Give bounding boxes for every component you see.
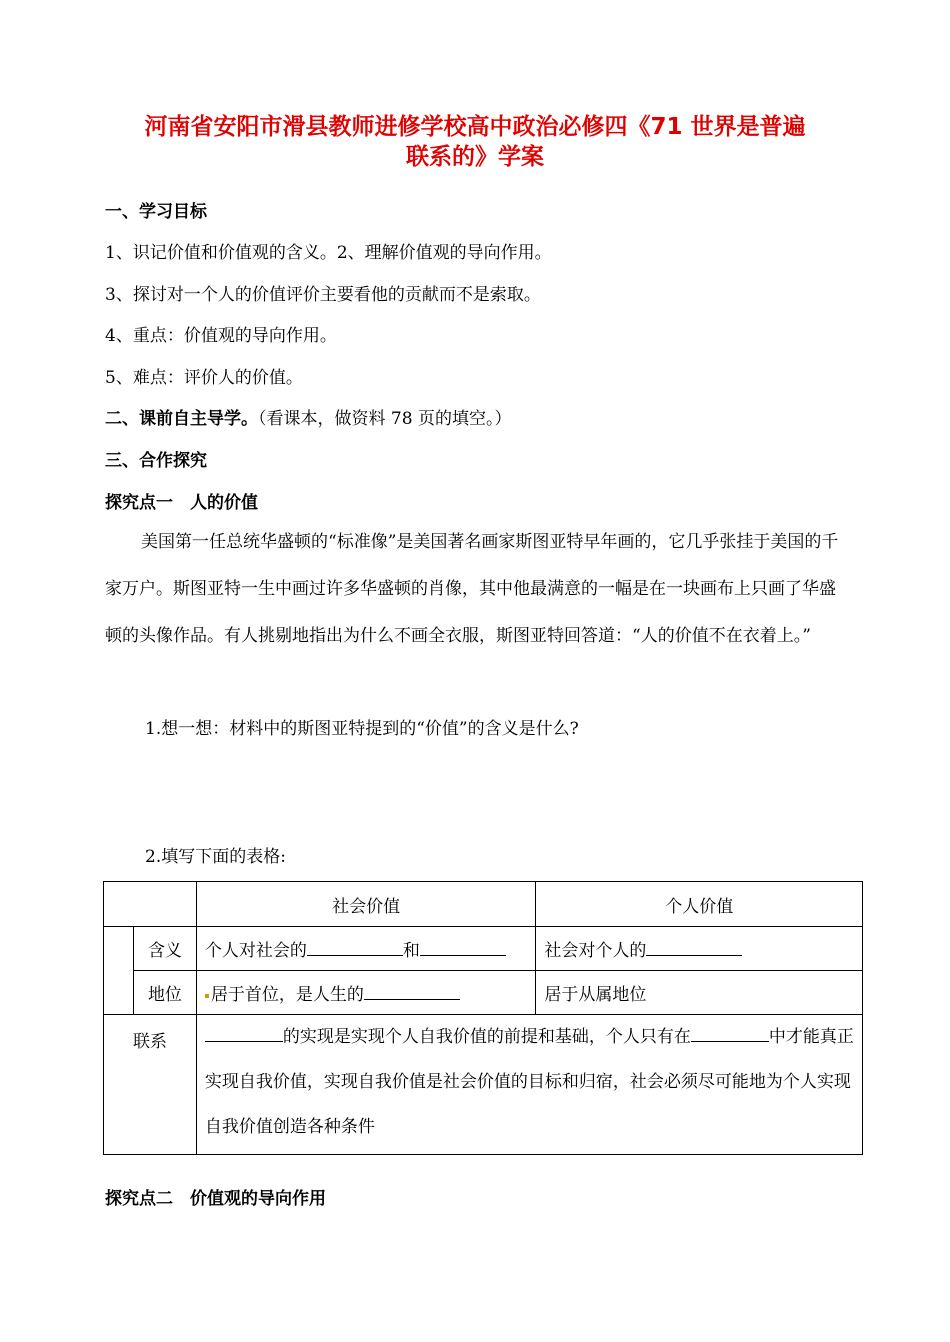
link-cell (196, 1015, 862, 1155)
objective-item: 4、重点：价值观的导向作用。 (105, 326, 337, 346)
title-line-2: 联系的》学案 (406, 144, 544, 170)
table-row (104, 927, 863, 971)
value-comparison-table (103, 881, 863, 1155)
section-heading-preview: 二、课前自主导学。 (105, 409, 258, 429)
fill-blank[interactable] (646, 937, 742, 956)
table-corner-cell (104, 882, 197, 927)
link-text-c: 才能真正实现自我价值，实现自我价值是社会价值的目标和归宿，社会必须尽可能地为个人实现自我价值创造各种条件 (204, 1027, 854, 1137)
explore-point-2-heading: 探究点二 价值观的导向作用 (105, 1189, 326, 1209)
explore-point-heading: 探究点一 人的价值 (105, 493, 258, 513)
meaning-social-cell (196, 927, 536, 971)
table-row (104, 1015, 863, 1155)
objective-item: 5、难点：评价人的价值。 (105, 368, 303, 388)
link-text-a: 的实现是实现个人自我价值的前提和基础，个人只有在 (282, 1027, 691, 1047)
status-social-cell (196, 971, 536, 1015)
question-2: 2.填写下面的表格: (145, 847, 286, 867)
document-title (100, 112, 850, 172)
row-label-meaning: 含义 (133, 927, 196, 971)
table-row (104, 971, 863, 1015)
meaning-personal-text: 社会对个人的 (544, 941, 647, 961)
section-preview (105, 407, 511, 431)
section-heading-objectives: 一、学习目标 (105, 202, 207, 222)
meaning-social-text: 个人对社会的 (204, 941, 307, 961)
fill-blank[interactable] (205, 1023, 283, 1042)
table-header-social: 社会价值 (196, 882, 536, 927)
link-text-b: 中 (768, 1027, 786, 1047)
title-line-1: 河南省安阳市滑县教师进修学校高中政治必修四《71 世界是普遍 (144, 114, 806, 140)
fill-blank[interactable] (364, 981, 460, 1000)
meaning-personal-cell (536, 927, 863, 971)
status-social-text: 居于首位，是人生的 (210, 985, 364, 1005)
objective-item: 3、探讨对一个人的价值评价主要看他的贡献而不是索取。 (105, 285, 541, 305)
table-indent-cell (104, 927, 134, 1015)
material-paragraph: 美国第一任总统华盛顿的“标准像”是美国著名画家斯图亚特早年画的，它几乎张挂于美国的千家万户。斯图亚特一生中画过许多华盛顿的肖像，其中他最满意的一幅是在一块画布上只画了华盛顿的头像作品。有人挑剔地指出为什么不画全衣服，斯图亚特回答道：“人的价值不在衣着上。” (105, 532, 839, 646)
fill-blank[interactable] (307, 937, 403, 956)
row-label-status: 地位 (133, 971, 196, 1015)
fill-blank[interactable] (420, 937, 506, 956)
status-personal-cell: 居于从属地位 (536, 971, 863, 1015)
question-1: 1.想一想：材料中的斯图亚特提到的“价值”的含义是什么? (145, 719, 579, 739)
fill-blank[interactable] (691, 1023, 769, 1042)
meaning-social-and: 和 (402, 941, 420, 961)
section-heading-cooperation: 三、合作探究 (105, 451, 207, 471)
bullet-marker (205, 994, 209, 998)
table-header-row (104, 882, 863, 927)
preview-note: （看课本，做资料 78 页的填空。） (258, 409, 512, 429)
objective-item: 1、识记价值和价值观的含义。2、理解价值观的导向作用。 (105, 243, 552, 263)
row-label-link: 联系 (104, 1015, 197, 1155)
table-header-personal: 个人价值 (536, 882, 863, 927)
